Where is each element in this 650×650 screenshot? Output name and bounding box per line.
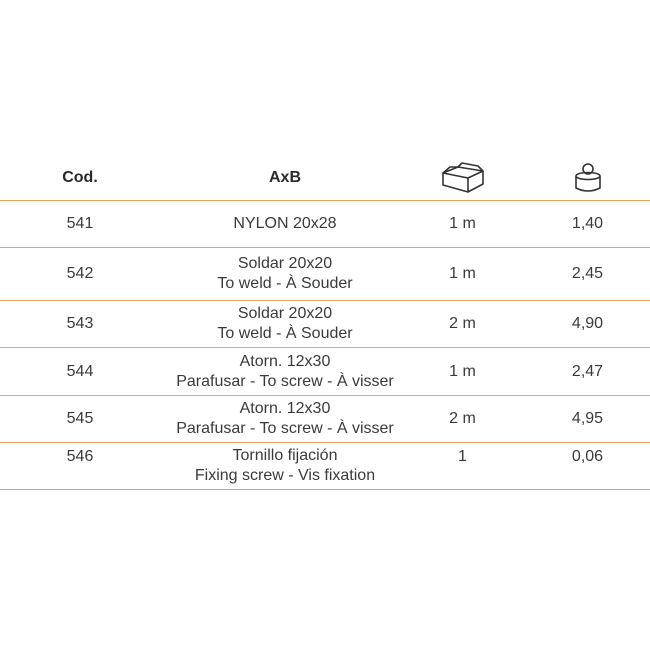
cell-description: Soldar 20x20 To weld - À Souder <box>217 255 353 292</box>
table-row <box>0 347 650 395</box>
cell-description: Soldar 20x20 To weld - À Souder <box>217 305 353 342</box>
cell-price: 4,90 <box>571 315 604 332</box>
table-row <box>0 247 650 300</box>
coin-stack-icon <box>540 155 635 200</box>
table-row <box>0 442 650 490</box>
header-dimensions: AxB <box>268 168 301 186</box>
cell-quantity: 1 m <box>449 265 476 282</box>
cell-quantity: 1 m <box>449 362 476 380</box>
cell-price: 2,45 <box>571 265 604 282</box>
cell-description: Atorn. 12x30 Parafusar - To screw - À visser <box>176 352 394 390</box>
table-row <box>0 200 650 247</box>
cell-quantity: 2 m <box>449 410 476 427</box>
cell-price: 0,06 <box>571 448 604 465</box>
table-header <box>0 155 650 200</box>
cell-price: 4,95 <box>571 410 604 427</box>
table-row <box>0 300 650 347</box>
cell-description: Tornillo fijación Fixing screw - Vis fixation <box>194 447 376 484</box>
header-code: Cod. <box>62 168 98 186</box>
cell-code: 543 <box>66 315 94 332</box>
cell-quantity: 1 m <box>449 215 476 232</box>
product-table <box>0 155 650 490</box>
cell-code: 541 <box>66 215 94 232</box>
cell-code: 546 <box>66 448 94 465</box>
table-row <box>0 395 650 442</box>
cell-description: Atorn. 12x30 Parafusar - To screw - À visser <box>176 400 394 437</box>
cell-price: 1,40 <box>571 215 604 232</box>
cell-code: 544 <box>66 362 94 380</box>
cell-code: 545 <box>66 410 94 427</box>
cell-description: NYLON 20x28 <box>233 215 337 232</box>
cell-quantity: 1 <box>458 448 467 465</box>
cell-quantity: 2 m <box>449 315 476 332</box>
cell-code: 542 <box>66 265 94 282</box>
box-icon <box>415 155 510 200</box>
cell-price: 2,47 <box>571 362 604 380</box>
